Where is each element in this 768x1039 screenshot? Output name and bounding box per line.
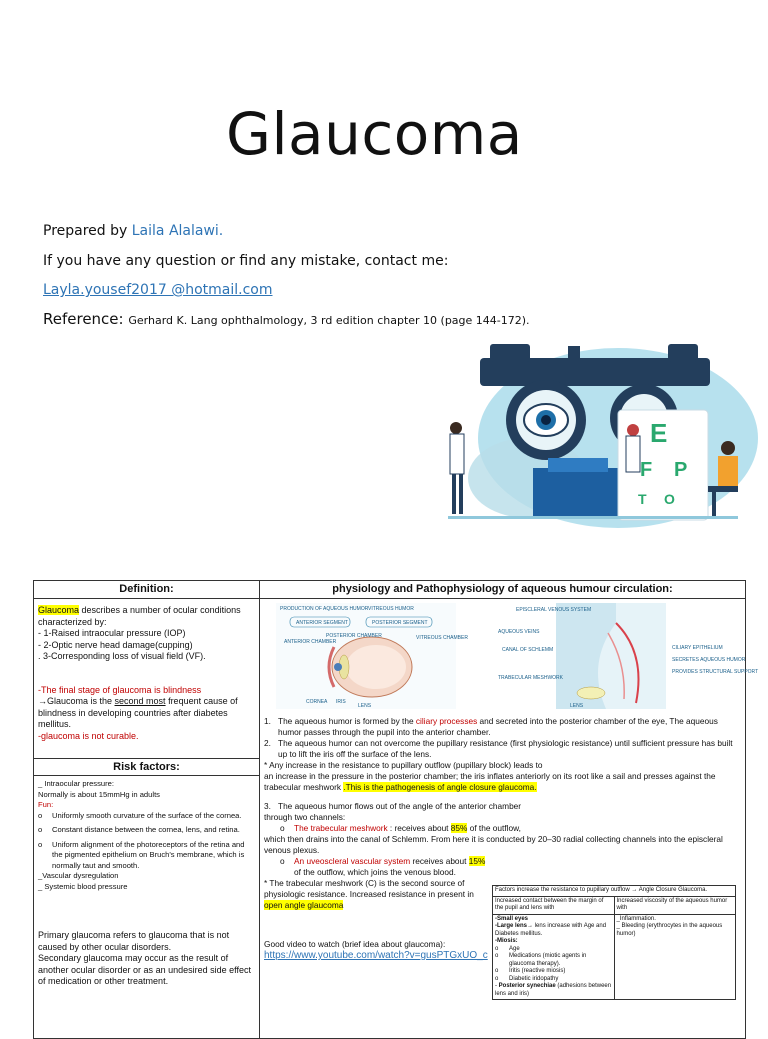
function-alignment: Uniform alignment of the photoreceptors of the retina and the pigmented epithelium on Bruch's membrane, which is normally taut and smooth. — [52, 839, 245, 870]
trabecular-meshwork: The trabecular meshwork — [294, 823, 388, 833]
not-curable-note: -glaucoma is not curable. — [38, 730, 139, 741]
eye-chart-letter-t: T — [638, 491, 647, 507]
diagram1-label: POSTERIOR SEGMENT — [372, 620, 428, 626]
diagram2-label: CILIARY EPITHELIUM — [672, 645, 723, 651]
large-lens-text: → lens increase with Age and Diabetes mellitus. — [495, 923, 607, 937]
risk-function-item: o Uniform alignment of the photoreceptors of the retina and the pigmented epithelium on Bruch's membrane, which is normally taut and smooth. — [38, 840, 255, 872]
diagram1-label: ANTERIOR CHAMBER — [284, 639, 337, 645]
fun-label: Fun: — [38, 800, 54, 810]
small-eyes: -Small eyes — [495, 915, 529, 922]
p1-rest: and secreted into the posterior chamber of the eye, The aqueous humor passes through the pupil into the anterior chamber. — [278, 716, 718, 737]
miosis-iritis: Iritis (reactive miosis) — [509, 968, 566, 974]
video-note: Good video to watch (brief idea about glaucoma): — [264, 939, 446, 949]
diagram1-label: VITREOUS CHAMBER — [416, 635, 468, 641]
miosis-item: o Diabetic iridopathy — [495, 975, 559, 982]
systemic-bp: _ Systemic blood pressure — [38, 881, 128, 891]
eye-chart-letter-f: F — [640, 459, 653, 481]
page-title: Glaucoma — [226, 100, 523, 168]
diagram1-label: PRODUCTION OF AQUEOUS HUMOR — [280, 606, 369, 612]
tm-text: : receives about — [387, 823, 451, 833]
definition-header: Definition: — [34, 581, 260, 599]
diagram1-label: ANTERIOR SEGMENT — [296, 620, 348, 626]
open-angle-text: * The trabecular meshwork (C) is the second source of physiologic resistance. Increased resistance in present in — [264, 878, 474, 899]
diagram1-label: IRIS — [336, 699, 346, 705]
reference-text: Gerhard K. Lang ophthalmology, 3 rd edition chapter 10 (page 144-172). — [128, 314, 530, 327]
factors-col1-header: Increased contact between the margin of the pupil and lens with — [493, 896, 615, 914]
reference — [43, 310, 530, 328]
diagram2-label: CANAL OF SCHLEMM — [502, 647, 554, 653]
blindness-rest: frequent cause of blindness in developing countries after diabetes mellitus. — [38, 696, 238, 729]
factors-table — [492, 885, 736, 1000]
posterior-text: (adhesions between lens and iris) — [495, 983, 612, 997]
viscosity-causes — [614, 914, 735, 1000]
physiology-point-1: 1. The aqueous humor is formed by the ciliary processes and secreted into the posterior chamber of the eye, The aqueous humor passes through the pupil into the anterior chamber. — [264, 716, 718, 737]
trabecular-meshwork-item: o The trabecular meshwork : receives about 85% of the outflow, — [280, 823, 521, 833]
uveoscleral-system: An uveoscleral vascular system — [294, 856, 411, 866]
diagram2-label: LENS — [570, 703, 584, 709]
schlemm-note: which then drains into the canal of Schlemm. From here it is conducted by 20–30 radial collecting channels into the episcleral venous plexus. — [264, 834, 723, 855]
angle-closure-highlight: .This is the pathogenesis of angle closure glaucoma. — [343, 782, 537, 792]
prepared-prefix: Prepared by — [43, 223, 132, 239]
author-name: Laila Alalawi. — [131, 223, 224, 239]
p1-text: The aqueous humor is formed by the — [278, 716, 416, 726]
posterior-dash: - — [495, 983, 499, 989]
diagram1-label: VITREOUS HUMOR — [368, 606, 414, 612]
eye-chart-letter-o: O — [664, 491, 675, 507]
definition-cell — [34, 599, 260, 759]
angle-closure-note — [264, 771, 741, 793]
uv-text: receives about — [410, 856, 469, 866]
secondary-glaucoma: Secondary glaucoma may occur as the result of another ocular disorder or as an undesired side effect of medication or other treatment. — [38, 953, 251, 987]
ophthalmology-illustration — [428, 338, 758, 528]
physiology-point-2: 2. The aqueous humor can not overcome the pupillary resistance (first physiologic resistance) until sufficient pressure has built up to lift the iris off the surface of the lens. — [264, 738, 741, 760]
contact-causes — [493, 914, 615, 1000]
physiology-point-3: 3. The aqueous humor flows out of the angle of the anterior chamber — [264, 801, 522, 811]
function-distance: Constant distance between the cornea, lens, and retina. — [52, 825, 240, 835]
open-angle-highlight: open angle glaucoma — [264, 900, 344, 910]
diagram2-label: PROVIDES STRUCTURAL SUPPORT — [672, 669, 759, 675]
iop-normal: Normally is about 15mmHg in adults — [38, 789, 160, 799]
risk-factors-header: Risk factors: — [34, 759, 260, 776]
iop-heading: _ Intraocular pressure: — [38, 779, 114, 789]
prepared-by — [43, 223, 223, 239]
diagram2-label: AQUEOUS VEINS — [498, 629, 540, 635]
miosis-iridopathy: Diabetic iridopathy — [509, 975, 559, 982]
ciliary-processes: ciliary processes — [415, 716, 478, 726]
factors-col2-header: Increased viscosity of the aqueous humor with — [614, 896, 735, 914]
diagram1-label: POSTERIOR CHAMBER — [326, 633, 382, 639]
eye-chart-letter-e: E — [650, 418, 668, 448]
blindness-arrow: →Glaucoma is the — [38, 696, 115, 706]
large-lens — [495, 923, 612, 938]
miosis-item: o Iritis (reactive miosis) — [495, 968, 566, 974]
eye-chart-letter-p: P — [674, 459, 688, 481]
primary-glaucoma: Primary glaucoma refers to glaucoma that is not caused by other ocular disorders. — [38, 930, 230, 952]
glaucoma-term: Glaucoma — [38, 605, 80, 615]
definition-item: - 1-Raised intraocular pressure (IOP) — [38, 628, 186, 638]
function-curvature: Uniformly smooth curvature of the surface of the cornea. — [52, 810, 242, 820]
tm-percent: 85% — [450, 823, 468, 833]
miosis: -Miosis: — [495, 938, 518, 944]
open-angle-note — [264, 878, 488, 911]
diagram2-label: SECRETES AQUEOUS HUMOR — [672, 657, 746, 663]
miosis-medications: Medications (miotic agents in glaucoma therapy). — [509, 953, 587, 967]
risk-factors-cell — [34, 776, 260, 1039]
miosis-item: o Age — [495, 945, 520, 952]
reference-label: Reference — [43, 310, 119, 328]
bleeding: _ Bleeding (erythrocytes in the aqueous humor) — [616, 923, 723, 937]
contact-note: If you have any question or find any mistake, contact me: — [43, 253, 449, 269]
vascular-dysregulation: _Vascular dysregulation — [38, 871, 119, 881]
diagram1-label: LENS — [358, 703, 372, 709]
miosis-item: o Medications (miotic agents in glaucoma therapy). — [495, 953, 612, 968]
risk-function-item: o Uniformly smooth curvature of the surface of the cornea. — [38, 810, 242, 820]
content-table — [33, 580, 759, 1039]
video-link[interactable]: https://www.youtube.com/watch?v=gusPTGxUO_c — [264, 950, 488, 961]
blindness-cause — [38, 696, 255, 731]
two-channels: through two channels: — [264, 812, 346, 822]
uv-rest: of the outflow, which joins the venous blood. — [294, 867, 456, 877]
p3-text: The aqueous humor flows out of the angle of the anterior chamber — [278, 801, 522, 811]
posterior-synechiae — [495, 983, 612, 998]
eye-segments-diagram — [276, 603, 468, 709]
large-lens-label: -Large lens — [495, 923, 528, 929]
tm-rest: of the outflow, — [467, 823, 521, 833]
reference-colon: : — [118, 310, 129, 328]
uv-percent: 15% — [468, 856, 486, 866]
risk-function-item: o Constant distance between the cornea, lens, and retina. — [38, 825, 240, 835]
final-stage-note: -The final stage of glaucoma is blindness — [38, 684, 202, 695]
factors-title: Factors increase the resistance to pupillary outflow → Angle Closure Glaucoma. — [493, 886, 736, 897]
definition-item: - 2-Optic nerve head damage(cupping) — [38, 639, 193, 650]
diagram2-label: EPISCLERAL VENOUS SYSTEM — [516, 607, 592, 613]
miosis-age: Age — [509, 945, 520, 952]
email-text[interactable]: Layla.yousef2017 @hotmail.com — [43, 282, 273, 298]
physiology-header: physiology and Pathophysiology of aqueous humour circulation: — [260, 581, 746, 599]
diagram2-label: TRABECULAR MESHWORK — [498, 675, 564, 681]
aqueous-outflow-diagram — [496, 603, 759, 709]
uveoscleral-item: o An uveoscleral vascular system receives about 15% of the outflow, which joins the venous blood. — [280, 856, 486, 877]
definition-item: . 3-Corresponding loss of visual field (VF). — [38, 651, 206, 661]
email-link[interactable] — [43, 282, 273, 298]
posterior-label: Posterior synechiae — [498, 983, 556, 989]
second-most: second most — [114, 696, 166, 706]
physiology-cell — [260, 599, 759, 1039]
diagram1-label: CORNEA — [306, 699, 328, 705]
angle-closure-text: an increase in the pressure in the posterior chamber; the iris inflates anteriorly on its root like a sail and presses against the trabecular meshwork — [264, 771, 716, 792]
inflammation: _Inflammation. — [616, 915, 656, 922]
definition-intro: describes a number of ocular conditions characterized by: — [38, 605, 241, 627]
pupillary-block-note: * Any increase in the resistance to pupillary outflow (pupillary block) leads to — [264, 760, 543, 770]
p2-text: The aqueous humor can not overcome the pupillary resistance (first physiologic resistance) until sufficient pressure has built up to lift the iris off the surface of the lens. — [278, 738, 733, 759]
